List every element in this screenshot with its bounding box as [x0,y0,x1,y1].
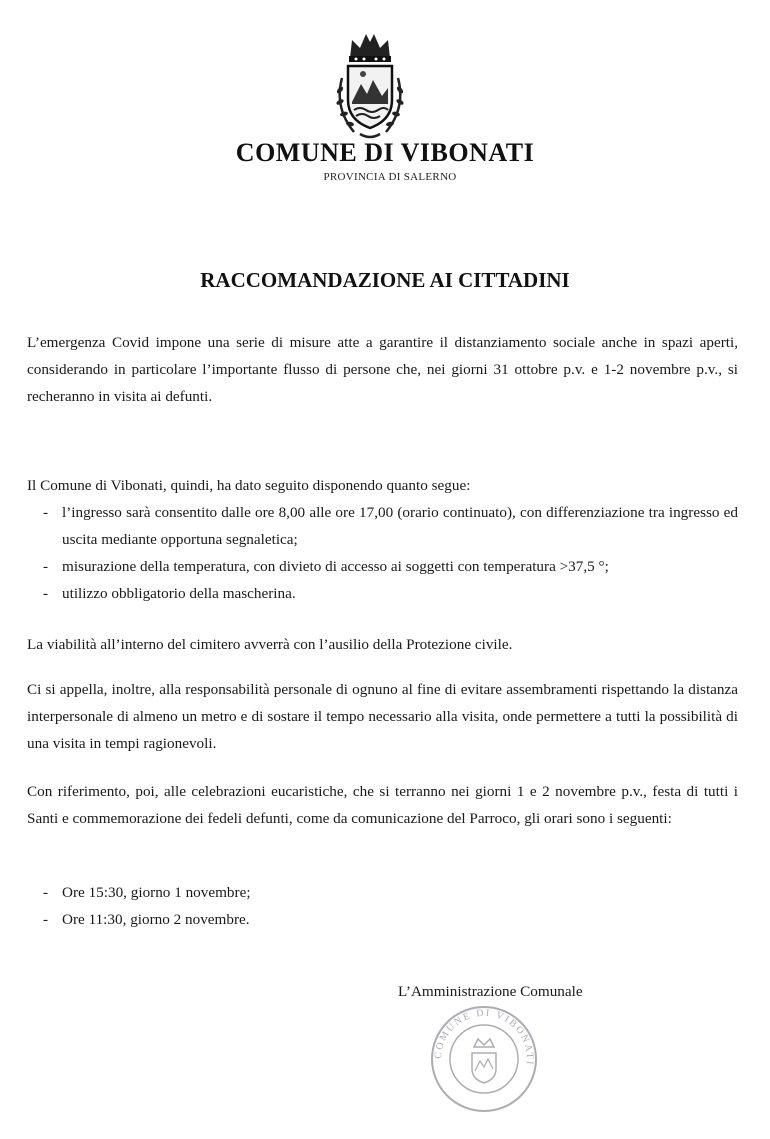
document-title: RACCOMANDAZIONE AI CITTADINI [200,268,570,292]
list-item [27,906,738,933]
measure-text: misurazione della temperatura, con divieto di accesso ai soggetti con temperatura >37,5 °; [62,558,609,575]
viability-paragraph [27,631,738,658]
svg-text:COMUNE DI VIBONATI [433,1008,535,1067]
intro-text: L’emergenza Covid impone una serie di misure atte a garantire il distanziamento sociale anche in spazi aperti, considerando in particolare l’importante flusso di persone che, nei giorni 31 ottobre p.v. e 1-2 novembre p.v., si recheranno in visita ai defunti. [27,334,738,405]
signature: L’Amministrazione Comunale [398,983,583,1000]
list-item [27,580,738,607]
municipality-name: COMUNE DI VIBONATI [235,138,535,167]
list-dash: - [43,558,49,575]
viability-text: La viabilità all’interno del cimitero avverrà con l’ausilio della Protezione civile. [27,636,513,653]
province-name: PROVINCIA DI SALERNO [323,171,457,183]
intro-paragraph [27,329,738,410]
measures-intro-text: Il Comune di Vibonati, quindi, ha dato seguito disponendo quanto segue: [27,477,471,494]
list-item [27,879,738,906]
measure-text: l’ingresso sarà consentito dalle ore 8,00 alle ore 17,00 (orario continuato), con differenziazione tra ingresso ed uscita mediante opportuna segnaletica; [62,504,738,548]
municipal-crest-icon [330,28,410,146]
celebrations-paragraph [27,778,738,832]
official-stamp-icon [428,1003,540,1115]
celebrations-text: Con riferimento, poi, alle celebrazioni eucaristiche, che si terranno nei giorni 1 e 2 novembre p.v., festa di tutti i Santi e commemorazione dei fedeli defunti, come da comunicazione del Parroco, gli orari sono i seguenti: [27,783,738,827]
stamp-text: COMUNE DI VIBONATI [432,1007,536,1067]
measure-text: utilizzo obbligatorio della mascherina. [62,585,296,602]
list-dash: - [43,911,49,928]
list-dash: - [43,585,49,602]
appeal-text: Ci si appella, inoltre, alla responsabilità personale di ognuno al fine di evitare assembramenti rispettando la distanza interpersonale di almeno un metro e di sostare il tempo necessario alla visita, onde permettere a tutti la possibilità di una visita in tempi ragionevoli. [27,681,738,752]
list-dash: - [43,504,49,521]
list-item [27,499,738,553]
measures-list [27,499,738,607]
schedule-text: Ore 11:30, giorno 2 novembre. [62,911,250,928]
list-item [27,553,738,580]
schedule-text: Ore 15:30, giorno 1 novembre; [62,884,251,901]
schedule-list [27,879,738,933]
list-dash: - [43,884,49,901]
appeal-paragraph [27,676,738,757]
measures-intro-paragraph [27,472,738,499]
